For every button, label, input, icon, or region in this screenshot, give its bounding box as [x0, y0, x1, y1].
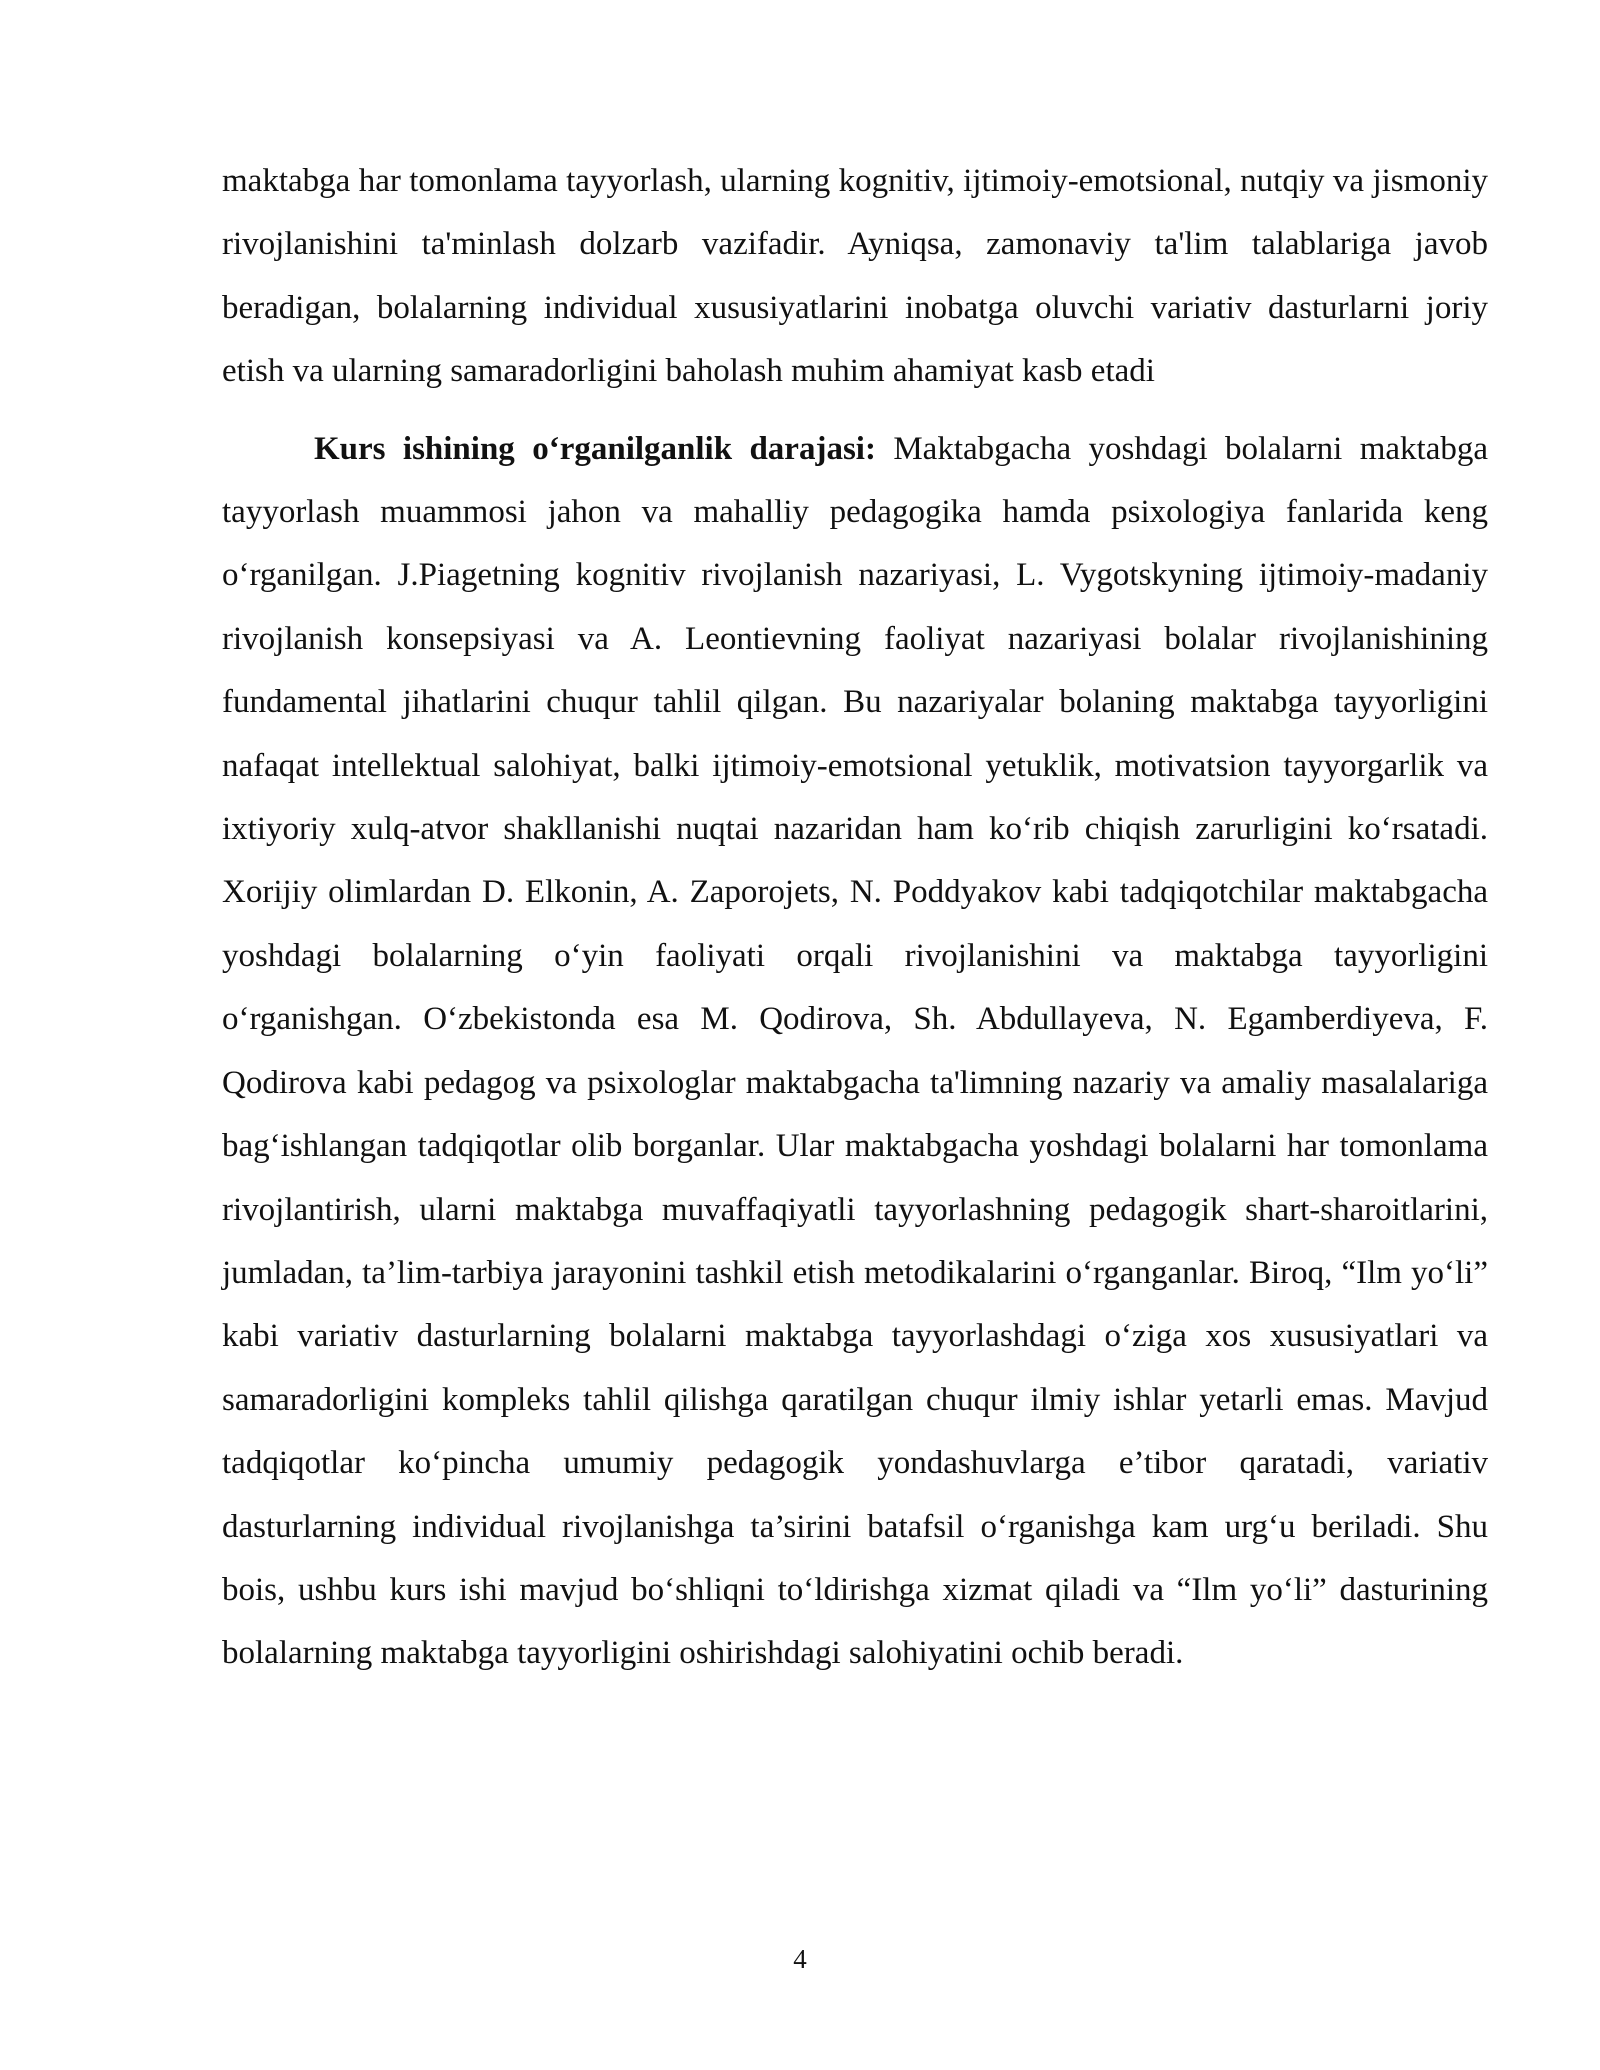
document-body	[222, 150, 1488, 1686]
section-heading: Kurs ishining o‘rganilganlik darajasi:	[314, 430, 876, 467]
page-number: 4	[793, 1944, 807, 1974]
paragraph-intro: maktabga har tomonlama tayyorlash, ularning kognitiv, ijtimoiy-emotsional, nutqiy va jismoniy rivojlanishini ta'minlash dolzarb vazifadir. Ayniqsa, zamonaviy ta'lim talablariga javob beradigan, bolalarning individual xususiyatlarini inobatga oluvchi variativ dasturlarni joriy etish va ularning samaradorligini baholash muhim ahamiyat kasb etadi	[222, 163, 1488, 390]
paragraph-body-text: Maktabgacha yoshdagi bolalarni maktabga tayyorlash muammosi jahon va mahalliy pedagogika hamda psixologiya fanlarida keng o‘rganilgan. J.Piagetning kognitiv rivojlanish nazariyasi, L. Vygotskyning ijtimoiy-madaniy rivojlanish konsepsiyasi va A. Leontievning faoliyat nazariyasi bolalar rivojlanishining fundamental jihatlarini chuqur tahlil qilgan. Bu nazariyalar bolaning maktabga tayyorligini nafaqat intellektual salohiyat, balki ijtimoiy-emotsional yetuklik, motivatsion tayyorgarlik va ixtiyoriy xulq-atvor shakllanishi nuqtai nazaridan ham ko‘rib chiqish zarurligini ko‘rsatadi. Xorijiy olimlardan D. Elkonin, A. Zaporojets, N. Poddyakov kabi tadqiqotchilar maktabgacha yoshdagi bolalarning o‘yin faoliyati orqali rivojlanishini va maktabga tayyorligini o‘rganishgan. O‘zbekistonda esa M. Qodirova, Sh. Abdullayeva, N. Egamberdiyeva, F. Qodirova kabi pedagog va psixologlar maktabgacha ta'limning nazariy va amaliy masalalariga bag‘ishlangan tadqiqotlar olib borganlar. Ular maktabgacha yoshdagi bolalarni har tomonlama rivojlantirish, ularni maktabga muvaffaqiyatli tayyorlashning pedagogik shart-sharoitlarini, jumladan, ta’lim-tarbiya jarayonini tashkil etish metodikalarini o‘rganganlar. Biroq, “Ilm yo‘li” kabi variativ dasturlarning bolalarni maktabga tayyorlashdagi o‘ziga xos xususiyatlari va samaradorligini kompleks tahlil qilishga qaratilgan chuqur ilmiy ishlar yetarli emas. Mavjud tadqiqotlar ko‘pincha umumiy pedagogik yondashuvlarga e’tibor qaratadi, variativ dasturlarning individual rivojlanishga ta’sirini batafsil o‘rganishga kam urg‘u beriladi. Shu bois, ushbu kurs ishi mavjud bo‘shliqni to‘ldirishga xizmat qiladi va “Ilm yo‘li” dasturining bolalarning maktabga tayyorligini oshirishdagi salohiyatini ochib beradi.	[222, 430, 1488, 1672]
paragraph-literature-review	[222, 418, 1488, 1686]
